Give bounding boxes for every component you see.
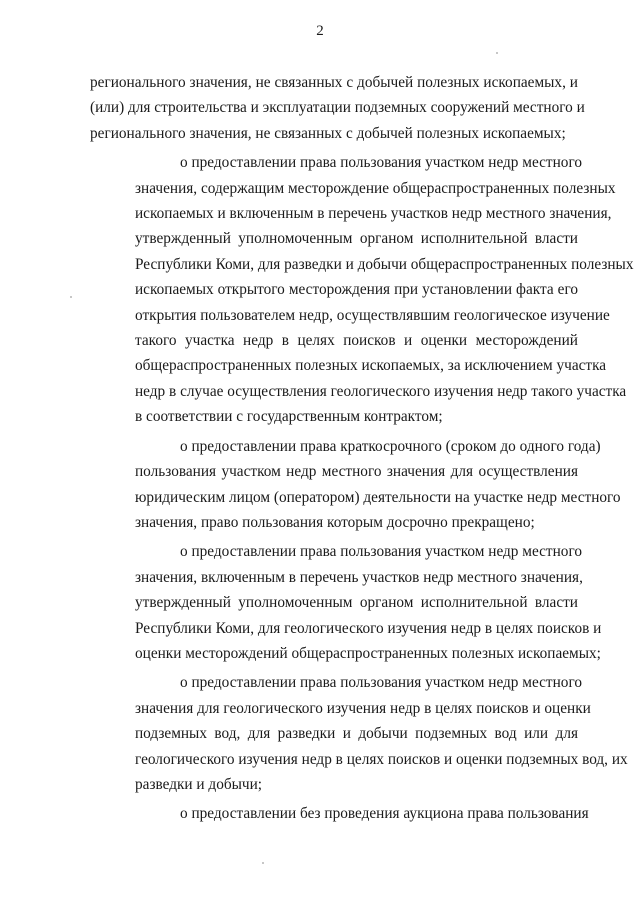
paragraph — [90, 801, 589, 826]
text-line: открытия пользователем недр, осуществлявшим геологическое изучение — [135, 306, 610, 324]
text-line: Республики Коми, для геологического изучения недр в целях поисков и — [135, 619, 602, 637]
scan-speck — [496, 52, 498, 54]
text-line: утвержденный уполномоченным органом исполнительной власти — [135, 594, 578, 612]
text-line: геологического изучения недр в целях поисков и оценки подземных вод, их — [135, 750, 628, 768]
text-line: о предоставлении права краткосрочного (сроком до одного года) — [180, 437, 601, 455]
scan-speck — [262, 862, 264, 864]
paragraph — [90, 539, 602, 666]
text-line: ископаемых открытого месторождения при установлении факта его — [135, 281, 578, 299]
document-body — [90, 70, 634, 827]
text-line: значения для геологического изучения недр в целях поисков и оценки — [135, 699, 591, 717]
text-line: общераспространенных полезных ископаемых, за исключением участка — [135, 357, 607, 375]
scan-speck — [70, 296, 72, 298]
text-line: ископаемых и включенным в перечень участков недр местного значения, — [135, 205, 612, 223]
paragraph — [90, 70, 585, 146]
text-line: о предоставлении права пользования участком недр местного — [180, 543, 582, 561]
paragraph — [90, 670, 628, 797]
page-number: 2 — [316, 23, 324, 39]
text-line: утвержденный уполномоченным органом исполнительной власти — [135, 230, 578, 248]
text-line: юридическим лицом (оператором) деятельности на участке недр местного — [135, 488, 621, 506]
text-line: о предоставлении права пользования участком недр местного — [180, 674, 582, 692]
text-line: регионального значения, не связанных с добычей полезных ископаемых, и — [90, 74, 578, 91]
text-line: значения, право пользования которым досрочно прекращено; — [135, 513, 535, 531]
text-line: о предоставлении без проведения аукциона права пользования — [180, 805, 589, 823]
text-line: пользования участком недр местного значения для осуществления — [135, 463, 578, 481]
text-line: оценки месторождений общераспространенных полезных ископаемых; — [135, 644, 601, 662]
text-line: (или) для строительства и эксплуатации подземных сооружений местного и — [90, 99, 585, 117]
text-line: Республики Коми, для разведки и добычи общераспространенных полезных — [135, 255, 634, 273]
paragraph — [90, 434, 621, 536]
text-line: регионального значения, не связанных с добычей полезных ископаемых; — [90, 124, 566, 142]
paragraph — [90, 150, 634, 429]
text-line: о предоставлении права пользования участком недр местного — [180, 154, 582, 172]
text-line: такого участка недр в целях поисков и оценки месторождений — [135, 332, 578, 350]
text-line: подземных вод, для разведки и добычи подземных вод или для — [135, 725, 578, 743]
text-line: в соответствии с государственным контрактом; — [135, 408, 443, 426]
text-line: значения, содержащим месторождение общераспространенных полезных — [135, 179, 616, 197]
text-line: недр в случае осуществления геологического изучения недр такого участка — [135, 382, 627, 400]
text-line: значения, включенным в перечень участков недр местного значения, — [135, 568, 583, 586]
text-line: разведки и добычи; — [135, 775, 263, 793]
